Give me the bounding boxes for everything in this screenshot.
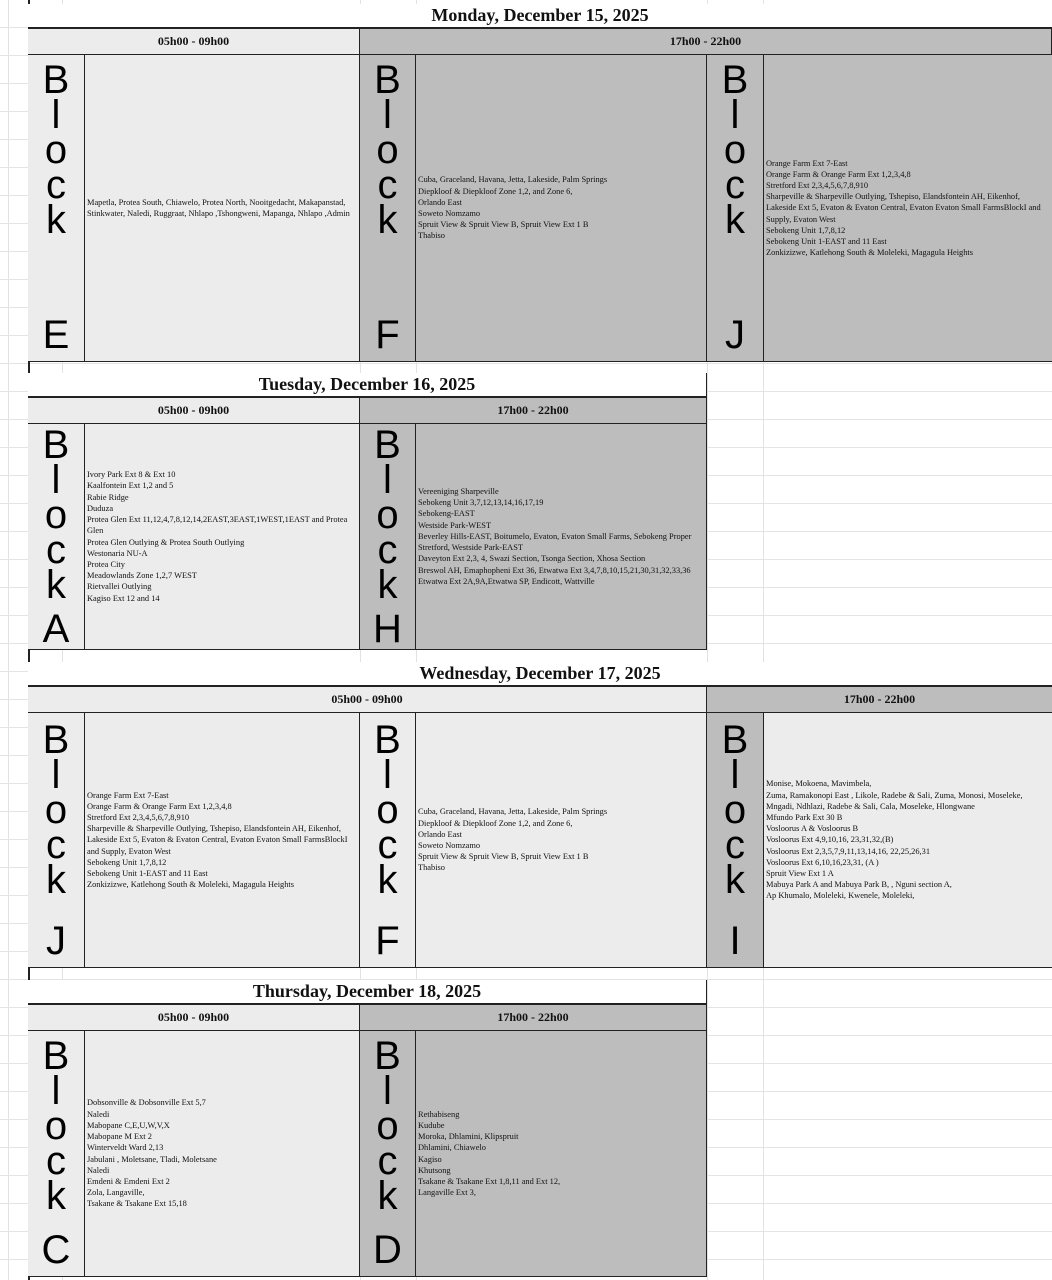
block-label <box>360 424 416 650</box>
slot-header-evening: 17h00 - 22h00 <box>360 29 1052 55</box>
slot-header-evening: 17h00 - 22h00 <box>360 398 707 424</box>
block-letter: E <box>42 313 70 357</box>
block-word: B l o c k <box>721 718 749 902</box>
block-word: B l o c k <box>42 58 70 242</box>
block-letter: C <box>41 1228 71 1272</box>
block-label <box>28 424 85 650</box>
block-areas: Cuba, Graceland, Havana, Jetta, Lakeside, Palm Springs Diepkloof & Diepkloof Zone 1,2, and Zone 6, Orlando East Soweto Nomzamo Spruit View & Spruit View B, Spruit View Ext 1 B Thabiso <box>416 713 707 968</box>
block-areas: Orange Farm Ext 7-East Orange Farm & Orange Farm Ext 1,2,3,4,8 Stretford Ext 2,3,4,5,6,7,8,910 Sharpeville & Sharpeville Outlying, Tshepiso, Elandsfontein AH, Eikenhof, Lakeside Ext 5, Evaton & Evaton Central, Evaton Evaton Small FarmsBlockI and Supply, Evaton West Sebokeng Unit 1,7,8,12 Sebokeng Unit 1-EAST and 11 East Zonkizizwe, Katlehong South & Moleleki, Magagula Heights <box>764 55 1052 362</box>
block-label <box>707 55 764 362</box>
block-word: B l o c k <box>374 718 401 902</box>
block-areas: Vereeniging Sharpeville Sebokeng Unit 3,7,12,13,14,16,17,19 Sebokeng-EAST Westside Park-WEST Beverley Hills-EAST, Boitumelo, Evaton, Evaton Small Farms, Sebokeng Proper Stretford, Westside Park-EAST Daveyton Ext 2,3, 4, Swazi Section, Tsonga Section, Xhosa Section Breswol AH, Emaphopheni Ext 36, Etwatwa Ext 3,4,7,8,10,15,21,30,31,32,33,36 Etwatwa Ext 2A,9A,Etwatwa SP, Endicott, Wattville <box>416 424 707 650</box>
block-letter: J <box>46 919 66 963</box>
block-word: B l o c k <box>42 423 70 607</box>
slot-header-evening: 17h00 - 22h00 <box>707 687 1052 713</box>
block-letter: A <box>42 607 70 651</box>
block-label <box>28 713 85 968</box>
block-areas: Rethabiseng Kudube Moroka, Dhlamini, Klipspruit Dhlamini, Chiawelo Kagiso Khutsong Tsakane & Tsakane Ext 1,8,11 and Ext 12, Langaville Ext 3, <box>416 1031 707 1277</box>
block-word: B l o c k <box>42 1034 70 1218</box>
block-word: B l o c k <box>374 58 401 242</box>
block-word: B l o c k <box>374 1034 401 1218</box>
block-label <box>28 1031 85 1277</box>
block-areas: Dobsonville & Dobsonville Ext 5,7 Naledi Mabopane C,E,U,W,V,X Mabopane M Ext 2 Winterveldt Ward 2,13 Jabulani , Moletsane, Tladi, Moletsane Naledi Emdeni & Emdeni Ext 2 Zola, Langaville, Tsakane & Tsakane Ext 15,18 <box>85 1031 360 1277</box>
day-title: Tuesday, December 16, 2025 <box>28 373 707 398</box>
block-word: B l o c k <box>42 718 70 902</box>
day-title: Thursday, December 18, 2025 <box>28 980 707 1005</box>
slot-header-morning: 05h00 - 09h00 <box>28 687 707 713</box>
block-label <box>360 1031 416 1277</box>
slot-header-morning: 05h00 - 09h00 <box>28 29 360 55</box>
block-label <box>360 713 416 968</box>
block-word: B l o c k <box>721 58 749 242</box>
block-letter: I <box>729 919 741 963</box>
slot-header-morning: 05h00 - 09h00 <box>28 1005 360 1031</box>
block-label <box>28 55 85 362</box>
block-areas: Orange Farm Ext 7-East Orange Farm & Orange Farm Ext 1,2,3,4,8 Stretford Ext 2,3,4,5,6,7,8,910 Sharpeville & Sharpeville Outlying, Tshepiso, Elandsfontein AH, Eikenhof, Lakeside Ext 5, Evaton & Evaton Central, Evaton Evaton Small FarmsBlockI and Supply, Evaton West Sebokeng Unit 1,7,8,12 Sebokeng Unit 1-EAST and 11 East Zonkizizwe, Katlehong South & Moleleki, Magagula Heights <box>85 713 360 968</box>
slot-header-evening: 17h00 - 22h00 <box>360 1005 707 1031</box>
block-letter: H <box>373 607 402 651</box>
block-areas: Mapetla, Protea South, Chiawelo, Protea North, Nooitgedacht, Makapanstad, Stinkwater, Naledi, Ruggraat, Nhlapo ,Tshongweni, Mapanga, Nhlapo ,Admin <box>85 55 360 362</box>
block-word: B l o c k <box>374 423 401 607</box>
block-letter: F <box>375 313 400 357</box>
block-label <box>707 713 764 968</box>
slot-header-morning: 05h00 - 09h00 <box>28 398 360 424</box>
block-letter: F <box>375 919 400 963</box>
day-title: Monday, December 15, 2025 <box>28 4 1052 29</box>
block-areas: Ivory Park Ext 8 & Ext 10 Kaalfontein Ext 1,2 and 5 Rabie Ridge Duduza Protea Glen Ext 11,12,4,7,8,12,14,2EAST,3EAST,1WEST,1EAST and Protea Glen Protea Glen Outlying & Protea South Outlying Westonaria NU-A Protea City Meadowlands Zone 1,2,7 WEST Rietvallei Outlying Kagiso Ext 12 and 14 <box>85 424 360 650</box>
block-areas: Monise, Mokoena, Mavimbela, Zuma, Ramakonopi East , Likole, Radebe & Sali, Zuma, Monosi, Moseleke, Mngadi, Ndhlazi, Radebe & Sali, Cala, Moseleke, Hlongwane Mfundo Park Ext 30 B Vosloorus A & Vosloorus B Vosloorus Ext 4,9,10,16, 23,31,32,(B) Vosloorus Ext 2,3,5,7,9,11,13,14,16, 22,25,26,31 Vosloorus Ext 6,10,16,23,31, (A ) Spruit View Ext 1 A Mabuya Park A and Mabuya Park B, , Nguni section A, Ap Khumalo, Moleleki, Kwenele, Moleleki, <box>764 713 1052 968</box>
block-areas: Cuba, Graceland, Havana, Jetta, Lakeside, Palm Springs Diepkloof & Diepkloof Zone 1,2, and Zone 6, Orlando East Soweto Nomzamo Spruit View & Spruit View B, Spruit View Ext 1 B Thabiso <box>416 55 707 362</box>
block-letter: J <box>725 313 745 357</box>
day-title: Wednesday, December 17, 2025 <box>28 662 1052 687</box>
block-label <box>360 55 416 362</box>
block-letter: D <box>373 1228 402 1272</box>
